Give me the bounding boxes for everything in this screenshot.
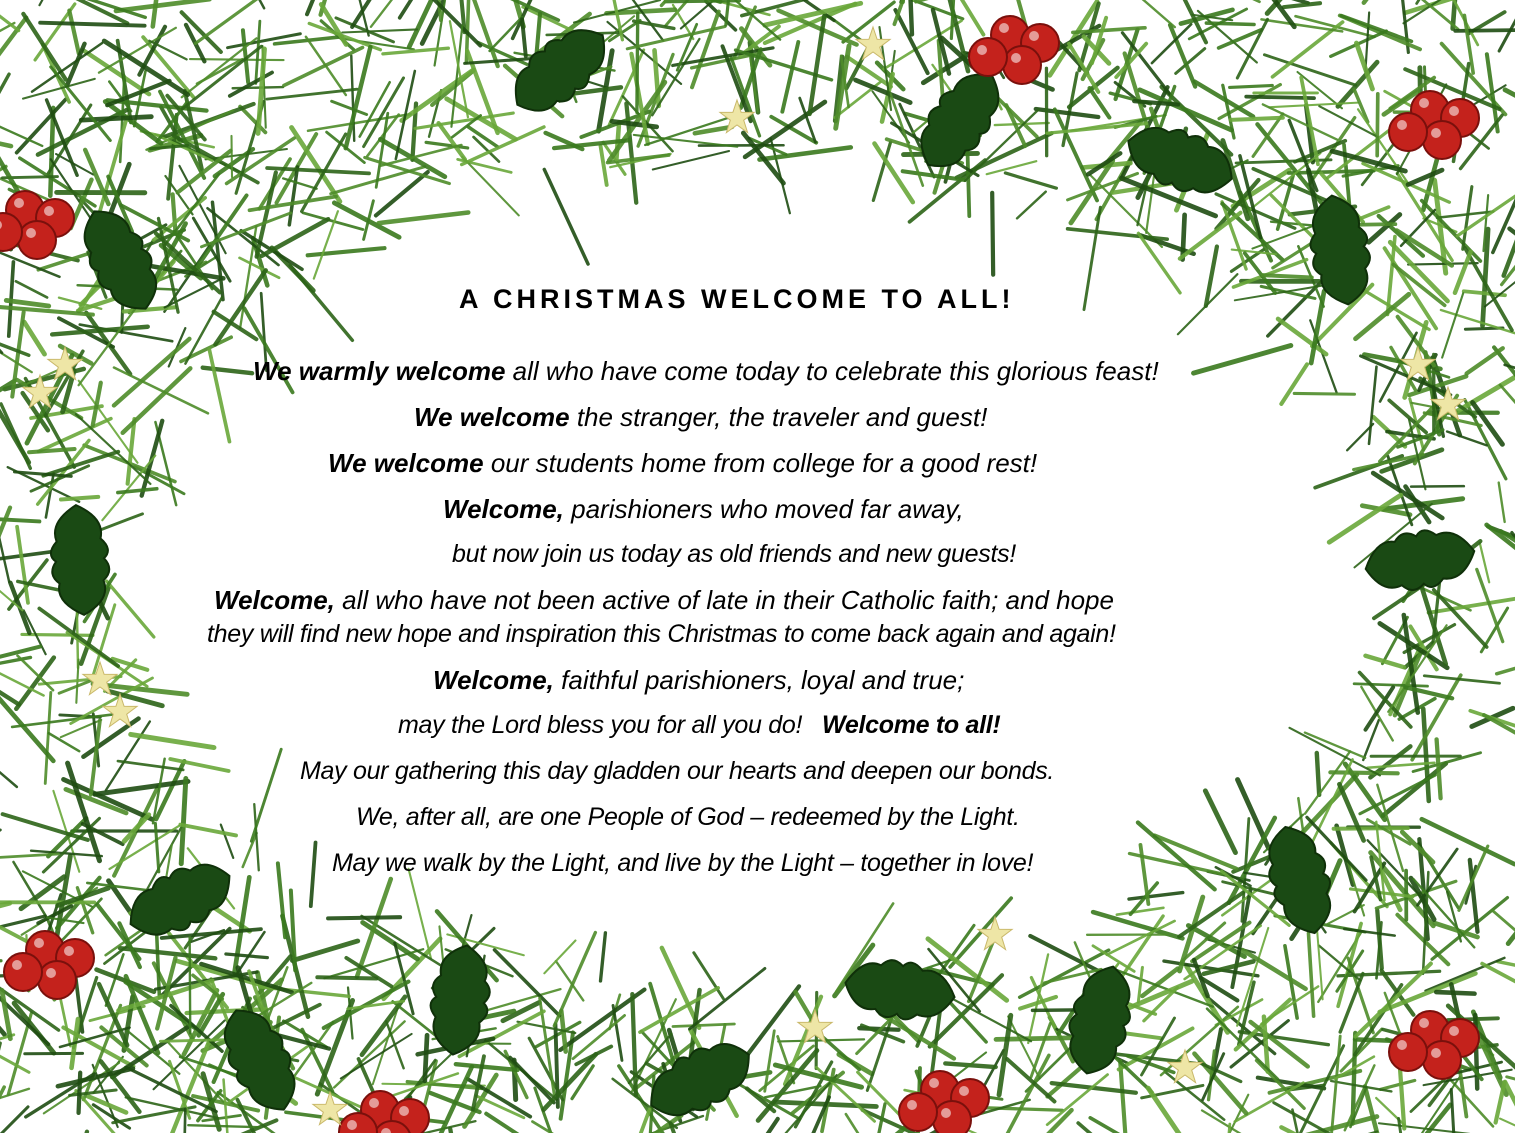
berry-icon	[38, 961, 76, 999]
welcome-line-3-text: our students home from college for a good rest!	[483, 448, 1038, 478]
welcome-line-4	[443, 494, 964, 525]
welcome-line-4-text: parishioners who moved far away,	[563, 494, 964, 524]
welcome-line-12	[332, 849, 1033, 878]
welcome-line-9-bold: Welcome to all!	[822, 711, 1001, 739]
welcome-line-7	[207, 620, 1116, 649]
welcome-line-12-text: May we walk by the Light, and live by the Light – together in love!	[332, 849, 1034, 877]
berry-icon	[969, 38, 1007, 76]
welcome-line-5-text: but now join us today as old friends and new guests!	[452, 540, 1016, 568]
berry-icon	[1423, 1041, 1461, 1079]
welcome-line-8-bold: Welcome,	[433, 665, 554, 695]
welcome-line-6	[214, 585, 1114, 616]
berry-icon	[1389, 113, 1427, 151]
welcome-line-9-text: may the Lord bless you for all you do!	[398, 711, 823, 739]
welcome-line-1-text: all who have come today to celebrate this glorious feast!	[505, 356, 1159, 386]
berry-icon	[1423, 121, 1461, 159]
welcome-line-7-text: they will find new hope and inspiration this Christmas to come back again and again!	[207, 620, 1116, 648]
berry-icon	[1389, 1033, 1427, 1071]
page-title: A CHRISTMAS WELCOME TO ALL!	[459, 284, 1015, 314]
berry-icon	[899, 1093, 937, 1131]
welcome-line-2-text: the stranger, the traveler and guest!	[569, 402, 988, 432]
welcome-line-6-text: all who have not been active of late in their Catholic faith; and hope	[334, 585, 1114, 615]
welcome-line-3-bold: We welcome	[328, 448, 484, 478]
holly-leaf-icon	[1361, 523, 1479, 597]
welcome-line-2	[414, 402, 987, 433]
berry-icon	[933, 1101, 971, 1133]
star-icon	[978, 917, 1012, 950]
welcome-line-1-bold: We warmly welcome	[253, 356, 506, 386]
berry-icon	[1003, 46, 1041, 84]
welcome-line-11-text: We, after all, are one People of God – redeemed by the Light.	[356, 803, 1020, 831]
welcome-line-6-bold: Welcome,	[214, 585, 335, 615]
welcome-line-3	[328, 448, 1037, 479]
welcome-line-4-bold: Welcome,	[443, 494, 564, 524]
welcome-line-5	[452, 540, 1016, 569]
berry-icon	[18, 221, 56, 259]
welcome-line-8-text: faithful parishioners, loyal and true;	[553, 665, 965, 695]
welcome-line-11	[356, 803, 1020, 832]
welcome-line-2-bold: We welcome	[414, 402, 570, 432]
welcome-line-8	[433, 665, 964, 696]
star-icon	[856, 27, 890, 60]
berry-icon	[4, 953, 42, 991]
welcome-line-10	[300, 757, 1054, 786]
welcome-line-10-text: May our gathering this day gladden our hearts and deepen our bonds.	[300, 757, 1055, 785]
welcome-line-9	[398, 711, 1000, 740]
welcome-line-1	[253, 356, 1159, 387]
